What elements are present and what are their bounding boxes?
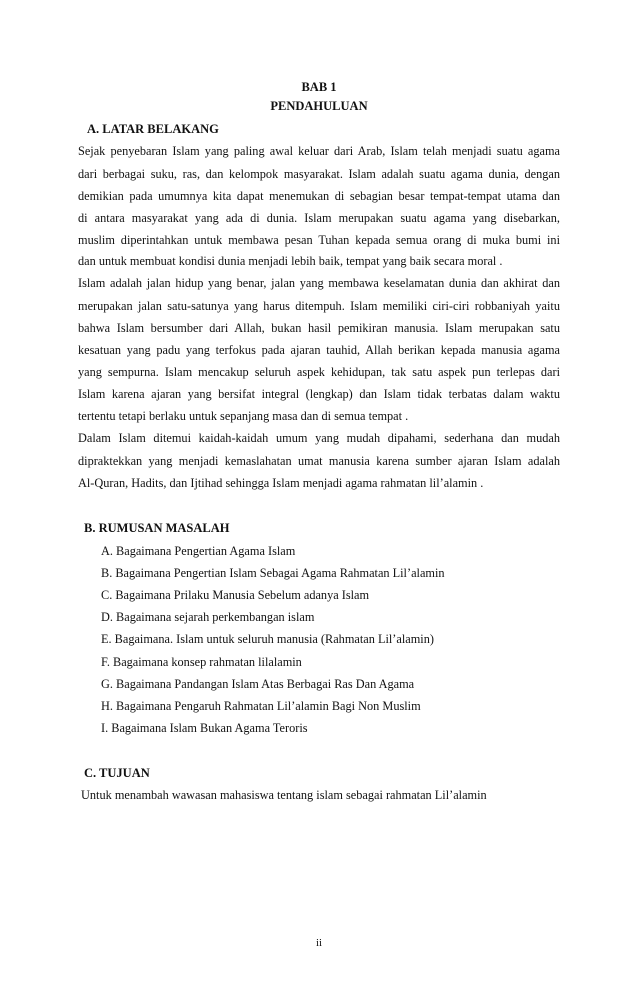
paragraph-line: Dalam Islam ditemui kaidah-kaidah umum yang mudah dipahami, sederhana dan mudah bbox=[78, 431, 560, 445]
list-item: C. Bagaimana Prilaku Manusia Sebelum adanya Islam bbox=[101, 588, 370, 602]
paragraph-line: tertentu tetapi berlaku untuk sepanjang masa dan di semua tempat . bbox=[78, 409, 409, 423]
section-a-heading: A. LATAR BELAKANG bbox=[87, 122, 219, 136]
chapter-title: PENDAHULUAN bbox=[270, 99, 368, 113]
paragraph-line: dipraktekkan yang menjadi kemaslahatan umat manusia karena sumber ajaran Islam adalah bbox=[78, 454, 560, 468]
paragraph-line: dari berbagai suku, ras, dan kelompok masyarakat. Islam adalah suatu agama dunia, dengan bbox=[78, 167, 560, 181]
paragraph-line: bahwa Islam bersumber dari Allah, bukan hasil pemikiran manusia. Islam merupakan satu bbox=[78, 321, 560, 335]
section-c-heading: C. TUJUAN bbox=[84, 766, 150, 780]
section-b-heading: B. RUMUSAN MASALAH bbox=[84, 521, 230, 535]
list-item: B. Bagaimana Pengertian Islam Sebagai Agama Rahmatan Lil’alamin bbox=[101, 566, 445, 580]
paragraph-line: merupakan jalan satu-satunya yang harus ditempuh. Islam memiliki ciri-ciri robbaniyah yaitu bbox=[78, 299, 560, 313]
paragraph-line: yang sempurna. Islam mencakup seluruh aspek kehidupan, tak satu aspek pun terlepas dari bbox=[78, 365, 560, 379]
list-item: D. Bagaimana sejarah perkembangan islam bbox=[101, 610, 315, 624]
list-item: F. Bagaimana konsep rahmatan lilalamin bbox=[101, 655, 302, 669]
list-item: A. Bagaimana Pengertian Agama Islam bbox=[101, 544, 296, 558]
list-item: I. Bagaimana Islam Bukan Agama Teroris bbox=[101, 721, 308, 735]
paragraph-line: Sejak penyebaran Islam yang paling awal keluar dari Arab, Islam telah menjadi suatu agama bbox=[78, 144, 560, 158]
list-item: H. Bagaimana Pengaruh Rahmatan Lil’alamin Bagi Non Muslim bbox=[101, 699, 421, 713]
paragraph-line: muslim diperintahkan untuk membawa pesan Tuhan kepada semua orang di muka bumi ini bbox=[78, 233, 560, 247]
list-item: E. Bagaimana. Islam untuk seluruh manusia (Rahmatan Lil’alamin) bbox=[101, 632, 434, 646]
paragraph-line: Islam adalah jalan hidup yang benar, jalan yang membawa keselamatan dunia dan akhirat dan bbox=[78, 276, 560, 290]
page-number: ii bbox=[315, 937, 323, 949]
list-item: G. Bagaimana Pandangan Islam Atas Berbagai Ras Dan Agama bbox=[101, 677, 415, 691]
purpose-text: Untuk menambah wawasan mahasiswa tentang islam sebagai rahmatan Lil’alamin bbox=[81, 788, 487, 802]
chapter-label: BAB 1 bbox=[301, 80, 337, 94]
paragraph-line: demikian pada umumnya kita dapat menemukan di sebagian besar tempat-tempat utama dan bbox=[78, 189, 560, 203]
paragraph-line: di antara masyarakat yang ada di dunia. Islam merupakan suatu agama yang disebarkan, bbox=[78, 211, 560, 225]
paragraph-line: dan untuk membuat kondisi dunia menjadi lebih baik, tempat yang baik secara moral . bbox=[78, 254, 503, 268]
paragraph-line: kesatuan yang padu yang terfokus pada ajaran tauhid, Allah berikan kepada manusia agama bbox=[78, 343, 560, 357]
paragraph-line: Al-Quran, Hadits, dan Ijtihad sehingga Islam menjadi agama rahmatan lil’alamin . bbox=[78, 476, 484, 490]
paragraph-line: Islam karena ajaran yang bersifat integral (lengkap) dan Islam tidak terbatas dalam waktu bbox=[78, 387, 560, 401]
